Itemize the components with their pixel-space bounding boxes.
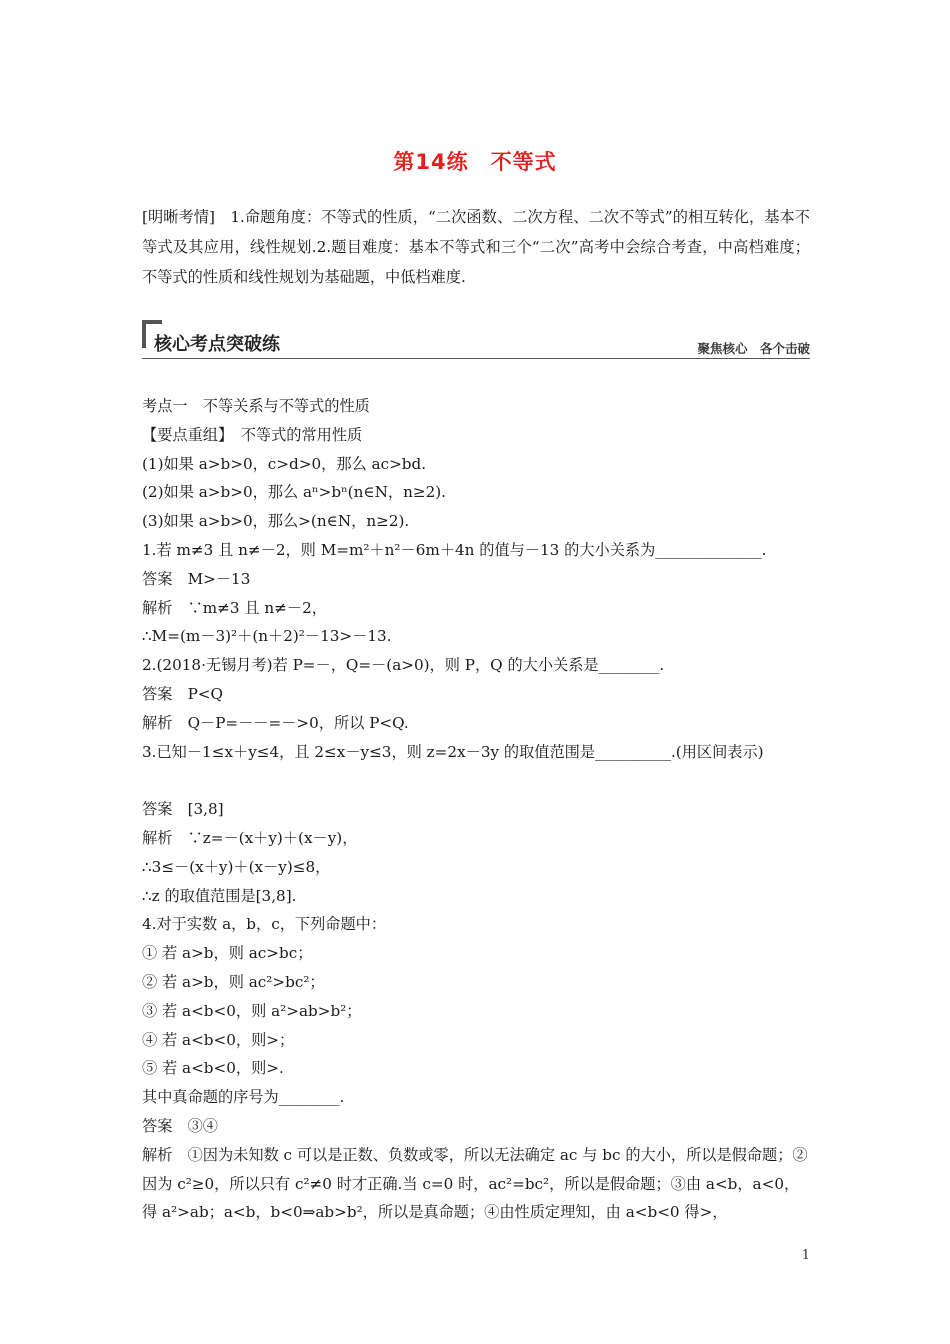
content-body (142, 392, 810, 1227)
topic-heading: 考点一 不等关系与不等式的性质 (142, 397, 370, 415)
key-points-heading: 【要点重组】 不等式的常用性质 (142, 425, 363, 444)
question-1: 1.若 m≠3 且 n≠－2，则 M=m²＋n²－6m＋4n 的值与－13 的大小关系为______________. (142, 540, 767, 559)
property-1: (1)如果 a>b>0，c>d>0，那么 ac>bd. (142, 454, 427, 473)
proposition-2: ② 若 a>b，则 ac²>bc²； (142, 972, 325, 991)
proposition-4: ④ 若 a<b<0，则>； (142, 1030, 295, 1049)
answer-2: 答案 P<Q (142, 684, 223, 703)
answer-4: 答案 ③④ (142, 1116, 218, 1135)
proposition-1: ① 若 a>b，则 ac>bc； (142, 944, 313, 963)
property-3: (3)如果 a>b>0，那么>(n∈N，n≥2). (142, 512, 410, 531)
analysis-4: 解析 ①因为未知数 c 可以是正数、负数或零，所以无法确定 ac 与 bc 的大小，所以是假命题；②因为 c²≥0，所以只有 c²≠0 时才正确.当 c=0 时，ac²=bc²，所以是假命题；③由 a<b，a<0，得 a²>ab；a<b，b<0⇒ab>b²，所以是真命题；④由性质定理知，由 a<b<0 得>， (142, 1145, 808, 1222)
analysis-3-line-3: ∴z 的取值范围是[3,8]. (142, 886, 297, 905)
section-subtitle: 聚焦核心 各个击破 (697, 341, 810, 356)
analysis-1-line-2: ∴M=(m－3)²＋(n＋2)²－13>－13. (142, 627, 392, 646)
proposition-5: ⑤ 若 a<b<0，则>. (142, 1059, 284, 1078)
section-header (142, 318, 810, 362)
proposition-3: ③ 若 a<b<0，则 a²>ab>b²； (142, 1001, 362, 1020)
question-4: 4.对于实数 a，b，c，下列命题中： (142, 915, 387, 934)
question-3: 3.已知－1≤x＋y≤4，且 2≤x－y≤3，则 z=2x－3y 的取值范围是__________.(用区间表示) (142, 742, 764, 761)
analysis-1: 解析 ∵m≠3 且 n≠－2， (142, 598, 327, 617)
corner-mark-vertical (142, 320, 146, 348)
property-2: (2)如果 a>b>0，那么 aⁿ>bⁿ(n∈N，n≥2). (142, 483, 446, 502)
question-4-prompt: 其中真命题的序号为________. (142, 1088, 345, 1107)
answer-3: 答案 [3,8] (142, 800, 224, 819)
section-divider (142, 358, 810, 359)
analysis-3: 解析 ∵z=－(x＋y)＋(x－y)， (142, 828, 358, 847)
page-number: 1 (801, 1248, 810, 1263)
answer-1: 答案 M>－13 (142, 569, 251, 588)
analysis-2: 解析 Q－P=－－=－>0，所以 P<Q. (142, 713, 409, 732)
section-title: 核心考点突破练 (154, 334, 280, 355)
question-2: 2.(2018·无锡月考)若 P=－，Q=－(a>0)，则 P，Q 的大小关系是________. (142, 656, 665, 675)
analysis-3-line-2: ∴3≤－(x＋y)＋(x－y)≤8， (142, 857, 331, 876)
intro-paragraph: [明晰考情] 1.命题角度：不等式的性质，“二次函数、二次方程、二次不等式”的相互转化，基本不等式及其应用，线性规划.2.题目难度：基本不等式和三个“二次”高考中会综合考查，中高档难度；不等式的性质和线性规划为基础题，中低档难度. (142, 208, 810, 286)
page-title: 第14练 不等式 (393, 150, 557, 174)
corner-mark-horizontal (142, 320, 162, 324)
